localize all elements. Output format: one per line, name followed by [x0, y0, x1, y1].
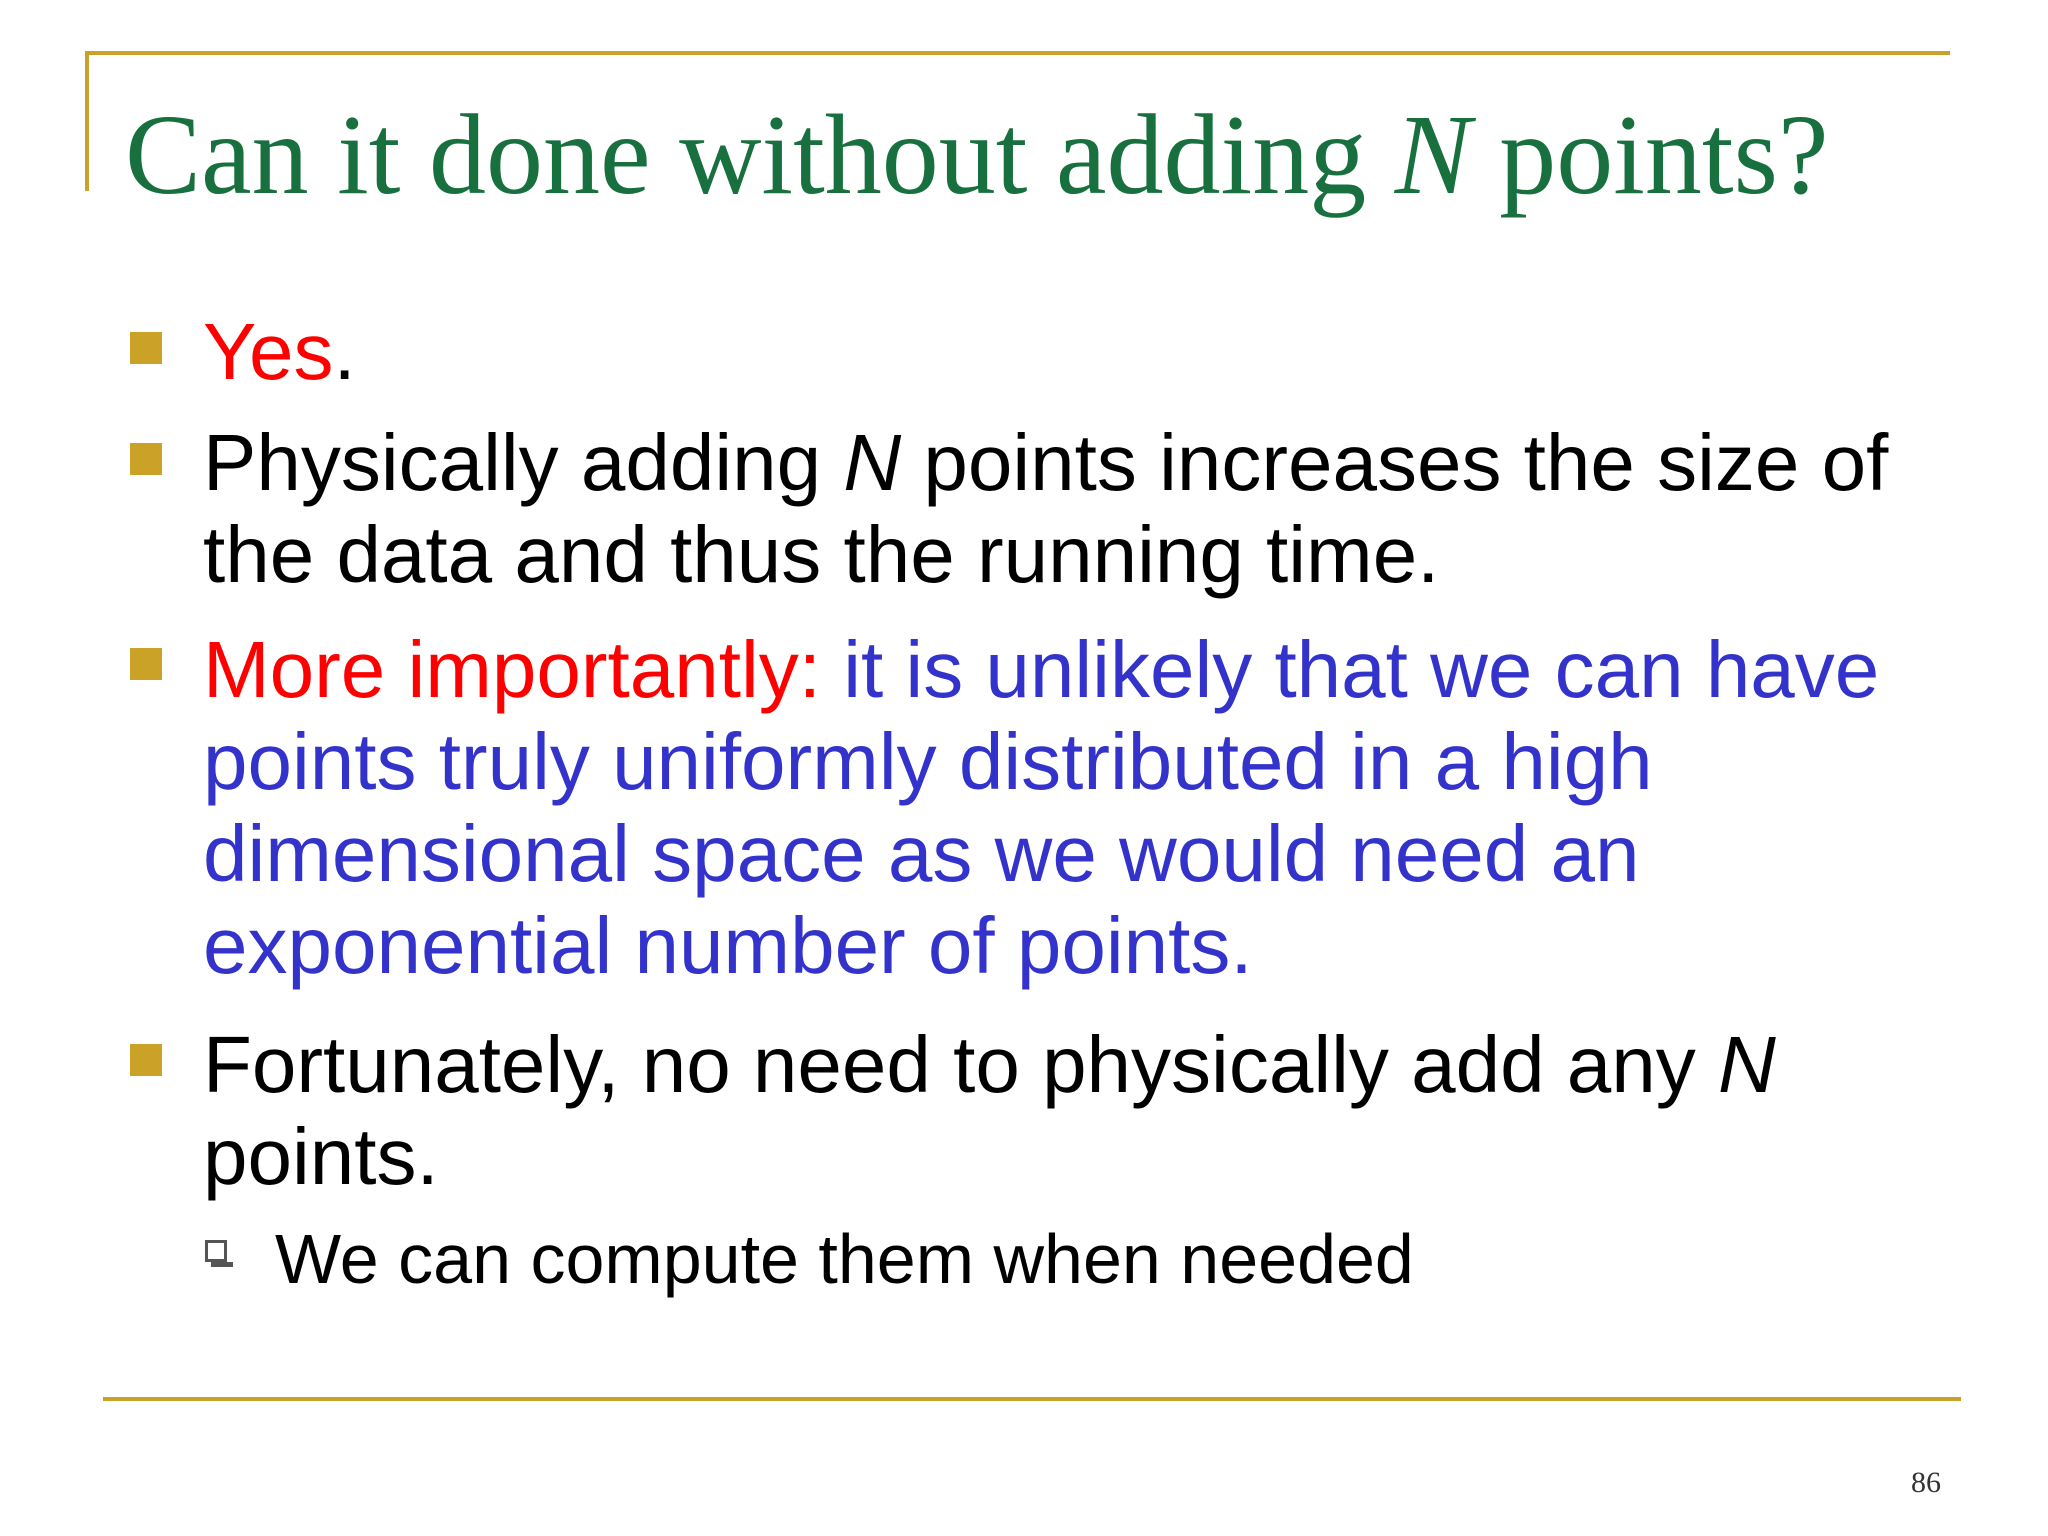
bullet-item-physically — [203, 417, 1963, 601]
bullet-item-more-importantly — [203, 624, 1963, 992]
left-rule — [85, 51, 89, 191]
sub-bullet-item: We can compute them when needed — [275, 1220, 1414, 1298]
slide-title — [125, 92, 1829, 217]
physically-part1: Physically adding — [203, 418, 844, 507]
sub-bullet-box-icon — [205, 1240, 227, 1262]
yes-dot: . — [333, 307, 356, 396]
bullet-square-icon — [130, 332, 162, 364]
fortunately-part1: Fortunately, no need to physically add any — [203, 1020, 1718, 1109]
more-importantly-lead: More importantly: — [203, 625, 821, 714]
physically-variable: N — [843, 418, 902, 507]
title-part1: Can it done without adding — [125, 91, 1395, 218]
bottom-rule — [103, 1397, 1961, 1401]
bullet-item-yes — [203, 306, 1963, 398]
title-part2: points? — [1470, 91, 1829, 218]
bullet-square-icon — [130, 648, 162, 680]
more-importantly-rest: it is unlikely that we can have points truly uniformly distributed in a high dimensional space as we would need an exponential number of points. — [203, 625, 1902, 990]
title-variable: N — [1394, 91, 1471, 218]
bullet-square-icon — [130, 1044, 162, 1076]
page-number: 86 — [1911, 1466, 1941, 1499]
fortunately-variable: N — [1718, 1020, 1776, 1109]
top-rule — [85, 51, 1950, 55]
physically-part2: points increases the size of the data and thus the running time. — [203, 418, 1889, 599]
bullet-square-icon — [130, 443, 162, 475]
fortunately-part2: points. — [203, 1112, 439, 1201]
yes-text: Yes — [203, 307, 334, 396]
bullet-item-fortunately — [203, 1019, 1963, 1203]
